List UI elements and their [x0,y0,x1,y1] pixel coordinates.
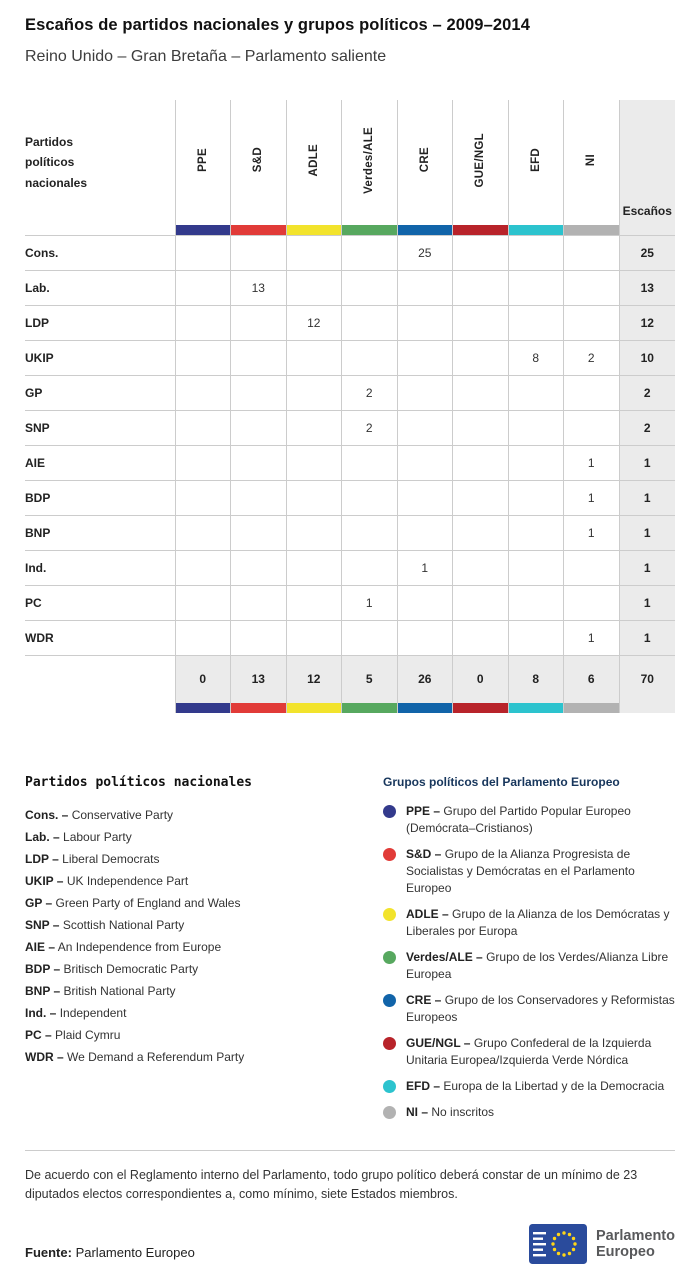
seat-cell [453,410,509,445]
group-total-cell: 12 [286,655,342,703]
seat-cell [231,585,287,620]
footer [25,1224,675,1264]
seat-cell [453,270,509,305]
group-color-bar [175,703,231,713]
group-total-cell: 26 [397,655,453,703]
row-total-cell: 13 [619,270,675,305]
seat-cell: 1 [564,515,620,550]
seat-cell [175,410,231,445]
group-color-bar [453,225,509,235]
party-label: PC [25,585,175,620]
group-color-bar [508,703,564,713]
seat-cell [342,235,398,270]
eu-flag-icon [529,1224,587,1264]
seat-cell [564,585,620,620]
seat-cell [286,375,342,410]
national-parties-legend-title: Partidos políticos nacionales [25,775,252,790]
row-total-cell: 25 [619,235,675,270]
table-row [25,620,675,655]
seat-cell [564,410,620,445]
row-total-cell: 12 [619,305,675,340]
seat-cell [175,585,231,620]
seat-cell [342,270,398,305]
group-color-bar [286,703,342,713]
legend-item: GP – Green Party of England and Wales [25,896,241,910]
seat-cell [286,445,342,480]
legend-item: GUE/NGL – Grupo Confederal de la Izquierda Unitaria Europea/Izquierda Verde Nórdica [383,1035,675,1069]
seat-cell [175,445,231,480]
party-label: WDR [25,620,175,655]
group-color-bar-row-bottom [25,703,675,713]
table-row [25,445,675,480]
table-row [25,550,675,585]
seat-cell [342,620,398,655]
seat-cell: 2 [342,410,398,445]
group-total-cell: 0 [175,655,231,703]
legend-item: Verdes/ALE – Grupo de los Verdes/Alianza Libre Europea [383,949,675,983]
corner-header [25,100,175,225]
group-color-bar-row-top [25,225,675,235]
seat-cell [231,445,287,480]
group-header-sd: S&D [231,100,287,225]
legend-item: WDR – We Demand a Referendum Party [25,1050,245,1064]
table-header-row [25,100,675,225]
seat-cell: 12 [286,305,342,340]
seat-cell [397,305,453,340]
party-label: SNP [25,410,175,445]
source-line: Fuente: Parlamento Europeo [25,1245,195,1260]
seat-cell [231,340,287,375]
legend-item: AIE – An Independence from Europe [25,940,222,954]
seat-cell [508,550,564,585]
seat-cell [286,235,342,270]
seat-cell: 2 [342,375,398,410]
political-groups-legend [383,775,675,1130]
party-label: BNP [25,515,175,550]
seat-cell [508,620,564,655]
table-row [25,270,675,305]
seat-cell: 25 [397,235,453,270]
table-row [25,515,675,550]
seat-cell: 1 [564,620,620,655]
group-total-cell: 13 [231,655,287,703]
seat-cell [453,620,509,655]
seat-cell [397,480,453,515]
legend-item: Cons. – Conservative Party [25,808,174,822]
rules-note: De acuerdo con el Reglamento interno del Parlamento, todo grupo político deberá constar de un mínimo de 23 diputados electos correspondientes a, como mínimo, siete Estados miembros. [25,1168,638,1201]
seat-cell [231,515,287,550]
seat-cell [175,270,231,305]
seat-cell [175,305,231,340]
group-color-dot [383,1037,396,1050]
legend-item: BNP – British National Party [25,984,176,998]
seat-cell [508,515,564,550]
seat-cell [564,235,620,270]
seat-cell [564,305,620,340]
group-color-bar [231,225,287,235]
seat-cell [175,620,231,655]
group-color-bar [397,225,453,235]
legend-item: ADLE – Grupo de la Alianza de los Demócratas y Liberales por Europa [383,906,675,940]
group-color-bar [508,225,564,235]
seat-cell [286,585,342,620]
row-total-cell: 2 [619,375,675,410]
seat-cell [397,410,453,445]
group-total-cell: 0 [453,655,509,703]
grand-total-cell: 70 [619,655,675,703]
seat-cell [453,340,509,375]
seat-cell [342,550,398,585]
group-color-bar [564,703,620,713]
row-total-cell: 1 [619,445,675,480]
legends-section [25,775,675,1130]
page-title: Escaños de partidos nacionales y grupos políticos – 2009–2014 [25,16,530,34]
legend-item: SNP – Scottish National Party [25,918,185,932]
legend-item: Lab. – Labour Party [25,830,132,844]
seat-cell [231,375,287,410]
row-total-cell: 1 [619,515,675,550]
group-color-bar [397,703,453,713]
seat-cell: 1 [564,480,620,515]
totals-spacer [25,655,175,703]
seat-cell [453,480,509,515]
group-color-dot [383,848,396,861]
table-row [25,340,675,375]
group-color-bar [342,225,398,235]
row-total-cell: 1 [619,620,675,655]
table-row [25,375,675,410]
row-total-cell: 2 [619,410,675,445]
seat-cell: 13 [231,270,287,305]
seat-cell [453,445,509,480]
legend-item: PPE – Grupo del Partido Popular Europeo (Demócrata–Cristianos) [383,803,675,837]
seat-cell [397,270,453,305]
seat-cell [286,620,342,655]
group-color-dot [383,1080,396,1093]
table-row [25,235,675,270]
totals-row [25,655,675,703]
seats-column-header: Escaños [619,100,675,225]
party-label: Cons. [25,235,175,270]
group-color-dot [383,1106,396,1119]
party-label: LDP [25,305,175,340]
seat-cell [286,270,342,305]
seat-cell [342,305,398,340]
seat-cell [231,305,287,340]
seat-cell [175,375,231,410]
table-row [25,480,675,515]
seat-cell [231,235,287,270]
seat-cell [453,235,509,270]
seat-cell [231,480,287,515]
corner-header-label: Partidos políticos nacionales [25,134,88,190]
seat-cell [508,375,564,410]
seat-cell [453,550,509,585]
group-header-cre: CRE [397,100,453,225]
seat-cell [286,550,342,585]
row-total-cell: 10 [619,340,675,375]
legend-item: LDP – Liberal Democrats [25,852,160,866]
seat-cell [286,480,342,515]
party-label: Ind. [25,550,175,585]
party-label: BDP [25,480,175,515]
group-total-cell: 5 [342,655,398,703]
seat-cell: 1 [342,585,398,620]
seats-column-bar [619,703,675,713]
seat-cell [286,340,342,375]
seat-cell [342,480,398,515]
seat-cell: 8 [508,340,564,375]
seat-cell [175,340,231,375]
seat-cell [342,515,398,550]
group-total-cell: 6 [564,655,620,703]
seat-cell [508,270,564,305]
seat-cell: 2 [564,340,620,375]
seat-cell [175,480,231,515]
group-header-gue-ngl: GUE/NGL [453,100,509,225]
group-color-dot [383,994,396,1007]
group-header-adle: ADLE [286,100,342,225]
seat-cell [231,550,287,585]
logo-wordmark: Parlamento Europeo [596,1228,675,1260]
legend-item: PC – Plaid Cymru [25,1028,121,1042]
seat-cell [286,515,342,550]
seat-cell [453,305,509,340]
seat-cell [564,270,620,305]
seat-cell [397,620,453,655]
group-color-dot [383,908,396,921]
legend-item: NI – No inscritos [383,1104,675,1121]
group-color-bar [564,225,620,235]
political-groups-legend-title: Grupos políticos del Parlamento Europeo [383,775,620,789]
table-row [25,585,675,620]
bar-spacer [25,703,175,713]
seat-cell: 1 [397,550,453,585]
seat-cell [231,410,287,445]
seat-cell [508,585,564,620]
group-total-cell: 8 [508,655,564,703]
seat-cell [175,550,231,585]
table-row [25,305,675,340]
seat-cell [397,515,453,550]
legend-item: BDP – Britisch Democratic Party [25,962,199,976]
legend-item: UKIP – UK Independence Part [25,874,189,888]
group-header-efd: EFD [508,100,564,225]
seats-table [25,100,675,713]
national-parties-legend [25,775,383,1130]
seat-cell [508,410,564,445]
party-label: Lab. [25,270,175,305]
legend-item: EFD – Europa de la Libertad y de la Democracia [383,1078,675,1095]
seat-cell [342,445,398,480]
seat-cell: 1 [564,445,620,480]
group-color-dot [383,805,396,818]
group-header-ni: NI [564,100,620,225]
party-label: GP [25,375,175,410]
seat-cell [453,375,509,410]
seat-cell [508,305,564,340]
seat-cell [175,515,231,550]
party-label: AIE [25,445,175,480]
european-parliament-logo [529,1224,675,1264]
seat-cell [564,375,620,410]
seat-cell [508,480,564,515]
seat-cell [397,340,453,375]
legend-item: S&D – Grupo de la Alianza Progresista de Socialistas y Demócratas en el Parlamento Europeo [383,846,675,897]
group-color-dot [383,951,396,964]
legend-item: Ind. – Independent [25,1006,127,1020]
group-header-verdes-ale: Verdes/ALE [342,100,398,225]
row-total-cell: 1 [619,585,675,620]
legend-item: CRE – Grupo de los Conservadores y Reformistas Europeos [383,992,675,1026]
divider [25,1150,675,1151]
seat-cell [508,445,564,480]
seat-cell [453,515,509,550]
seat-cell [286,410,342,445]
group-header-ppe: PPE [175,100,231,225]
seats-column-bar [619,225,675,235]
party-label: UKIP [25,340,175,375]
group-color-bar [175,225,231,235]
bar-spacer [25,225,175,235]
seat-cell [397,375,453,410]
row-total-cell: 1 [619,480,675,515]
group-color-bar [453,703,509,713]
group-color-bar [286,225,342,235]
seat-cell [342,340,398,375]
group-color-bar [342,703,398,713]
seat-cell [564,550,620,585]
row-total-cell: 1 [619,550,675,585]
table-row [25,410,675,445]
group-color-bar [231,703,287,713]
seat-cell [397,445,453,480]
seat-cell [231,620,287,655]
seat-cell [175,235,231,270]
seat-cell [453,585,509,620]
page-subtitle: Reino Unido – Gran Bretaña – Parlamento saliente [25,48,387,65]
seat-cell [508,235,564,270]
seat-cell [397,585,453,620]
